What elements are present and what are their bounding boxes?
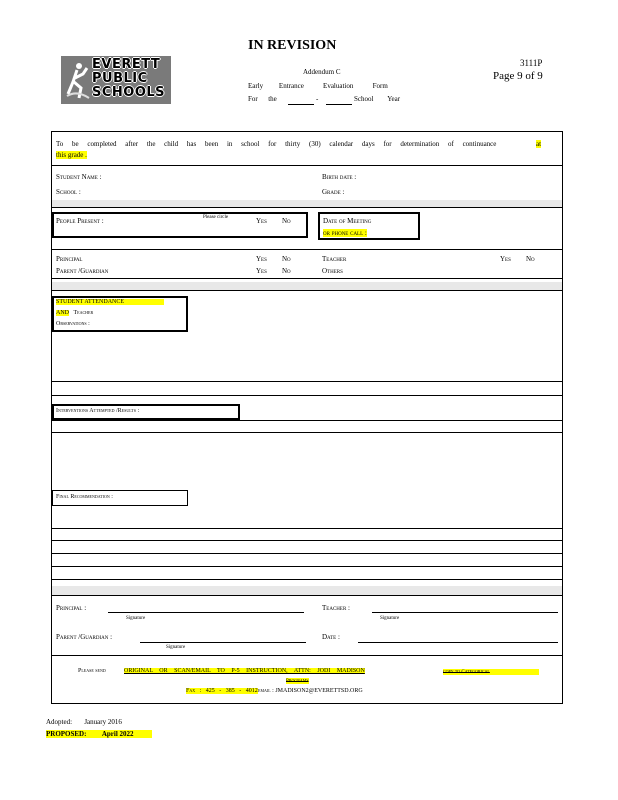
page-indicator: Page 9 of 9 bbox=[493, 70, 543, 82]
fax-number: Fax : 425 - 385 - 4012 bbox=[186, 688, 258, 694]
student-name-label: Student Name : bbox=[56, 173, 102, 181]
teacher-no[interactable]: No bbox=[526, 255, 535, 263]
copy-categorical-text: copy to Categorical bbox=[443, 669, 539, 675]
instructions-text: To be completed after the child has been in school for thirty (30) calendar days for determination of continuance bbox=[56, 140, 497, 148]
final-recommendation-box bbox=[52, 490, 188, 506]
running-figure-icon bbox=[65, 60, 91, 100]
parent-signature-field[interactable] bbox=[140, 642, 306, 643]
school-label: School : bbox=[56, 188, 81, 196]
parent-no[interactable]: No bbox=[282, 267, 291, 275]
attendance-label-1: STUDENT ATTENDANCE bbox=[56, 299, 164, 305]
year-start-field[interactable] bbox=[288, 104, 314, 105]
principal-yes[interactable]: Yes bbox=[256, 255, 267, 263]
policy-number: 3111P bbox=[520, 58, 543, 68]
sig-parent-label: Parent /Guardian : bbox=[56, 633, 113, 641]
everett-logo bbox=[61, 56, 171, 104]
year-dash: - bbox=[316, 95, 319, 103]
people-present-label: People Present : bbox=[56, 217, 104, 225]
school-year-suffix: School Year bbox=[354, 95, 401, 103]
others-label: Others bbox=[322, 267, 343, 275]
parent-signature-caption: Signature bbox=[166, 645, 186, 650]
principal-signature-caption: Signature bbox=[126, 616, 146, 621]
please-circle-note: Please circle bbox=[203, 215, 229, 220]
principal-label: Principal bbox=[56, 255, 83, 263]
please-send-label: Please send bbox=[78, 668, 106, 674]
observations-label: Observations : bbox=[56, 321, 90, 327]
people-present-box bbox=[52, 212, 308, 238]
proposed-line: PROPOSED: April 2022 bbox=[46, 730, 152, 738]
sig-date-label: Date : bbox=[322, 633, 340, 641]
school-year-line: For the bbox=[248, 95, 277, 103]
final-recommendation-label: Final Recommendation : bbox=[56, 494, 113, 500]
principal-signature-field[interactable] bbox=[108, 612, 304, 613]
send-instructions-highlight: ORIGINAL OR SCAN/EMAIL TO P-5 INSTRUCTION, ATTN: JODI MADISON bbox=[124, 668, 365, 674]
date-meeting-label: Date of Meeting bbox=[323, 217, 372, 225]
year-end-field[interactable] bbox=[326, 104, 352, 105]
parent-guardian-label: Parent /Guardian bbox=[56, 267, 109, 275]
addendum-label: Addendum C bbox=[303, 68, 341, 76]
sig-teacher-label: Teacher : bbox=[322, 604, 350, 612]
yes-option[interactable]: Yes bbox=[256, 217, 267, 225]
birth-date-label: Birth date : bbox=[322, 173, 357, 181]
grade-label: Grade : bbox=[322, 188, 345, 196]
sig-principal-label: Principal : bbox=[56, 604, 87, 612]
interventions-label: Interventions Attempted /Results : bbox=[56, 408, 140, 414]
teacher-yes[interactable]: Yes bbox=[500, 255, 511, 263]
form-title-line: Early Entrance Evaluation Form bbox=[248, 82, 388, 90]
programs-text: Programs bbox=[286, 679, 309, 684]
revision-title: IN REVISION bbox=[248, 38, 337, 53]
logo-text: EVERETT PUBLIC SCHOOLS bbox=[92, 57, 166, 100]
teacher-signature-caption: Signature bbox=[380, 616, 400, 621]
phone-call-label: or phone call : bbox=[323, 229, 367, 237]
date-field[interactable] bbox=[358, 642, 558, 643]
instructions-highlight-1: at bbox=[536, 140, 542, 148]
instructions-highlight-2: this grade . bbox=[56, 151, 87, 159]
teacher-signature-field[interactable] bbox=[372, 612, 558, 613]
attendance-label-2: AND Teacher bbox=[56, 310, 94, 316]
principal-no[interactable]: No bbox=[282, 255, 291, 263]
adopted-line: Adopted: January 2016 bbox=[46, 718, 122, 726]
parent-yes[interactable]: Yes bbox=[256, 267, 267, 275]
teacher-label: Teacher bbox=[322, 255, 347, 263]
email-address: email : JMADISON2@EVERETTSD.ORG bbox=[258, 688, 363, 694]
no-option[interactable]: No bbox=[282, 217, 291, 225]
